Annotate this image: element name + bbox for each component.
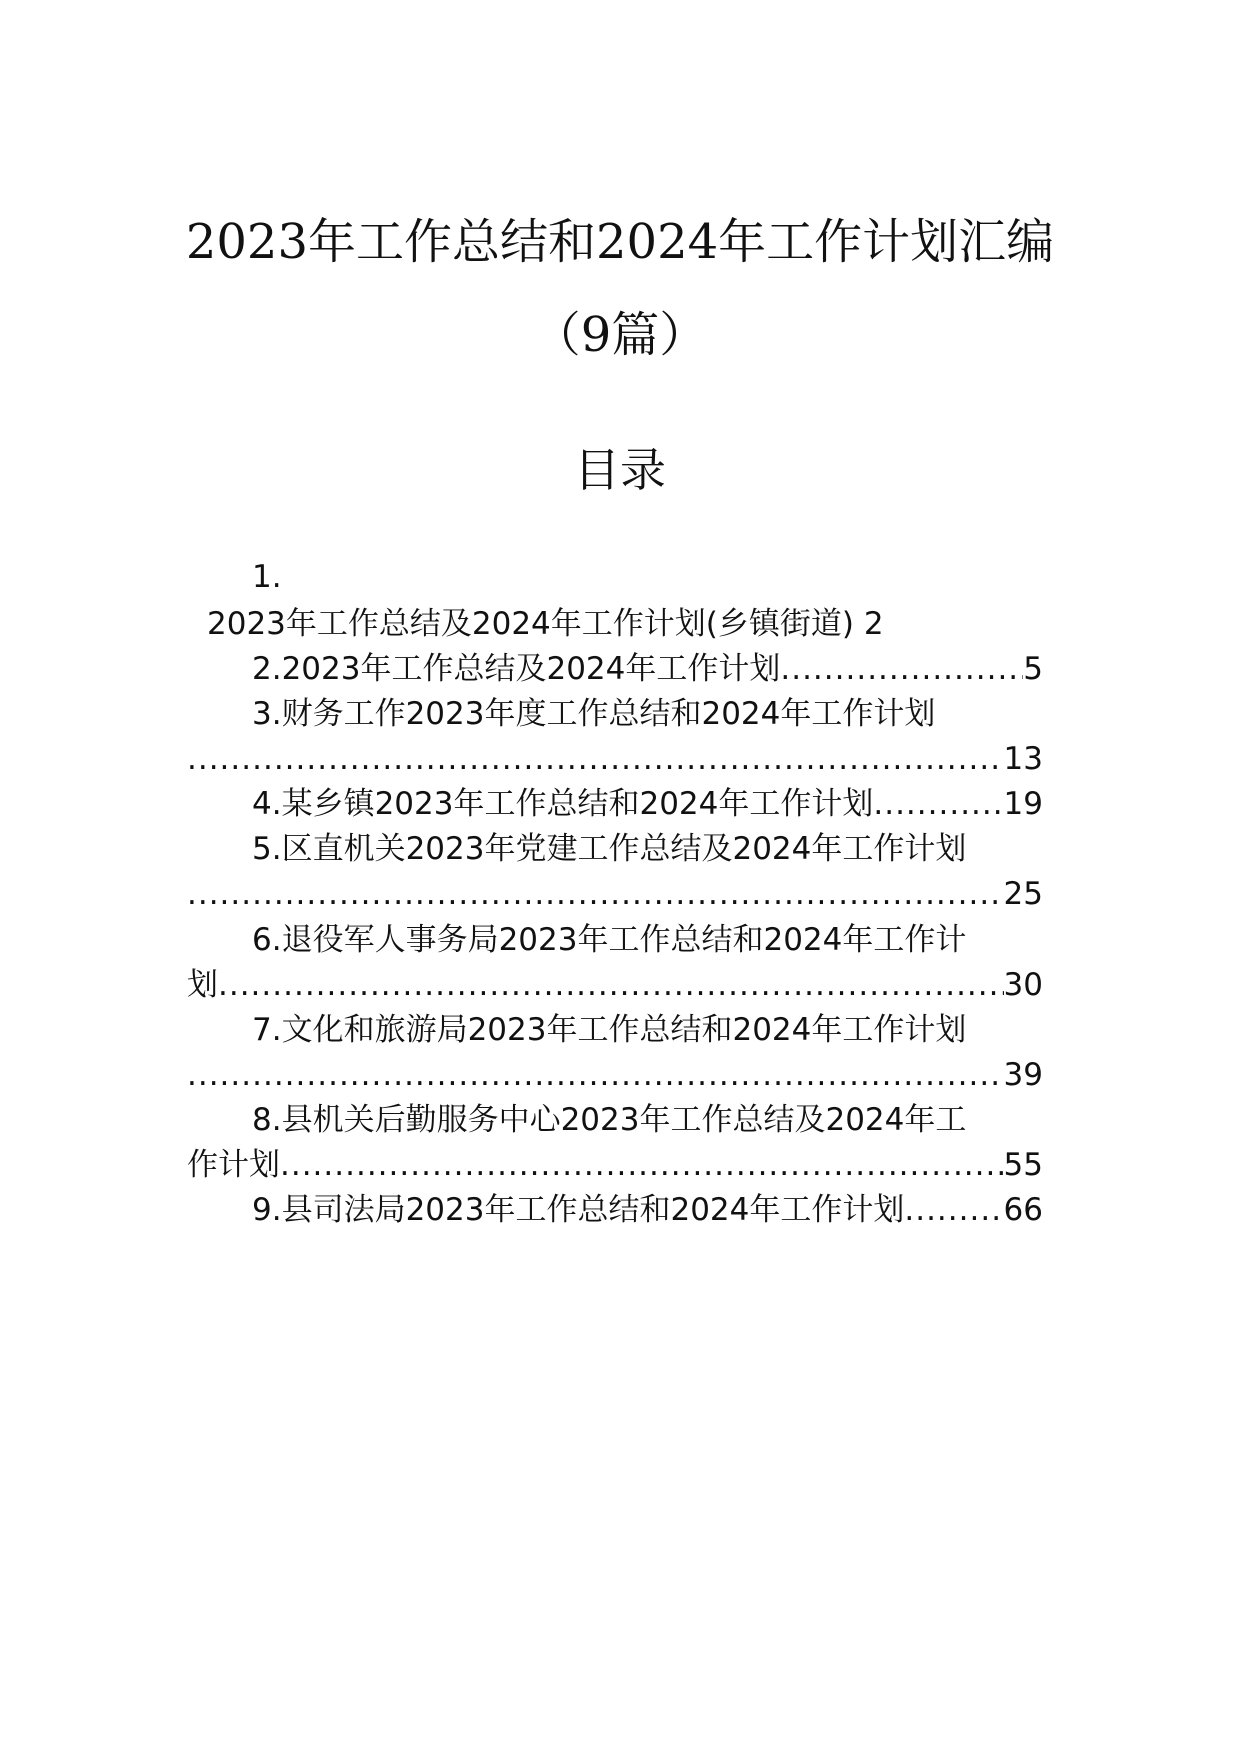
toc-entry-5-page: 25 bbox=[1003, 876, 1043, 912]
toc-entry-1-number: 1. bbox=[252, 559, 282, 595]
toc-dot-leader bbox=[187, 874, 1004, 914]
toc-entry-7-leader-line[interactable] bbox=[187, 1055, 1043, 1095]
toc-entry-4-title: 4.某乡镇2023年工作总结和2024年工作计划 bbox=[252, 786, 874, 822]
toc-entry-2-page: 5 bbox=[1023, 651, 1043, 687]
toc-entry-5-title[interactable]: 5.区直机关2023年党建工作总结及2024年工作计划 bbox=[252, 831, 967, 867]
toc-entry-4[interactable] bbox=[252, 784, 1043, 824]
toc-dot-leader bbox=[280, 1145, 1004, 1185]
toc-entry-8-title[interactable]: 8.县机关后勤服务中心2023年工作总结及2024年工 bbox=[252, 1102, 967, 1138]
toc-heading: 目录 bbox=[574, 443, 666, 497]
toc-entry-1-page: 2 bbox=[863, 606, 884, 642]
toc-entry-2-title: 2.2023年工作总结及2024年工作计划 bbox=[252, 651, 781, 687]
toc-entry-6-page: 30 bbox=[1003, 967, 1043, 1003]
toc-entry-2[interactable] bbox=[252, 649, 1043, 689]
toc-dot-leader bbox=[904, 1190, 1003, 1230]
toc-entry-1[interactable] bbox=[207, 604, 884, 644]
toc-dot-leader bbox=[780, 649, 1023, 689]
toc-entry-9-page: 66 bbox=[1003, 1192, 1043, 1228]
toc-entry-3-leader-line[interactable] bbox=[187, 739, 1043, 779]
toc-entry-9-title: 9.县司法局2023年工作总结和2024年工作计划 bbox=[252, 1192, 905, 1228]
toc-entry-7-page: 39 bbox=[1003, 1057, 1043, 1093]
toc-entry-3-title[interactable]: 3.财务工作2023年度工作总结和2024年工作计划 bbox=[252, 696, 936, 732]
document-title: 2023年工作总结和2024年工作计划汇编 bbox=[185, 214, 1055, 270]
document-subtitle-count: （9篇） bbox=[532, 307, 708, 363]
toc-dot-leader bbox=[873, 784, 1003, 824]
toc-entry-6-leader-line[interactable] bbox=[187, 965, 1043, 1005]
toc-entry-8-page: 55 bbox=[1003, 1147, 1043, 1183]
toc-entry-1-title: 2023年工作总结及2024年工作计划(乡镇街道) bbox=[207, 606, 854, 642]
toc-dot-leader bbox=[218, 965, 1004, 1005]
toc-entry-6-title[interactable]: 6.退役军人事务局2023年工作总结和2024年工作计 bbox=[252, 922, 967, 958]
toc-entry-3-page: 13 bbox=[1003, 741, 1043, 777]
toc-dot-leader bbox=[187, 739, 1004, 779]
toc-entry-4-page: 19 bbox=[1003, 786, 1043, 822]
toc-dot-leader bbox=[187, 1055, 1004, 1095]
toc-entry-7-title[interactable]: 7.文化和旅游局2023年工作总结和2024年工作计划 bbox=[252, 1012, 967, 1048]
toc-entry-8-title-continued: 作计划 bbox=[187, 1147, 280, 1183]
toc-entry-5-leader-line[interactable] bbox=[187, 874, 1043, 914]
toc-entry-6-title-continued: 划 bbox=[187, 967, 218, 1003]
toc-entry-8-leader-line[interactable] bbox=[187, 1145, 1043, 1185]
toc-entry-9[interactable] bbox=[252, 1190, 1043, 1230]
